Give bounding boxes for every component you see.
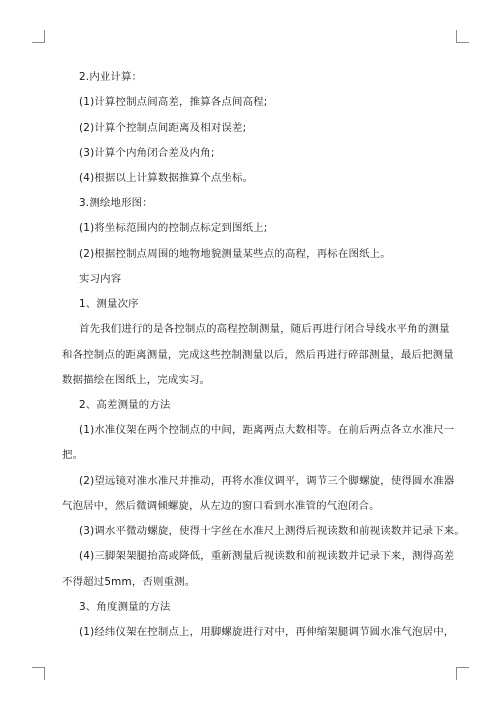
list-item: (1)将坐标范围内的控制点标定到图纸上; xyxy=(79,222,268,234)
paragraph-line: (1)经纬仪架在控制点上，用脚螺旋进行对中，再伸缩架腿调节圆水准气泡居中， xyxy=(79,626,455,638)
section-heading: 2.内业计算： xyxy=(79,71,143,83)
paragraph-line: (2)望远镜对准水准尺并推动，再将水准仪调平，调节三个脚螺旋，使得圆水准器 xyxy=(79,475,455,487)
list-item: (4)根据以上计算数据推算个点坐标。 xyxy=(79,172,254,184)
paragraph-line: 数据描绘在图纸上，完成实习。 xyxy=(62,374,211,386)
section-heading: 3、角度测量的方法 xyxy=(79,601,171,613)
crop-mark-top-left xyxy=(32,30,45,43)
list-item: (2)计算个控制点间距离及相对误差; xyxy=(79,122,247,134)
list-item: (2)根据控制点周围的地物地貌测量某些点的高程，再标在图纸上。 xyxy=(79,248,391,260)
paragraph-line: (3)调水平微动螺旋，使得十字丝在水准尺上测得后视读数和前视读数并记录下来。 xyxy=(79,525,465,537)
crop-mark-bottom-left xyxy=(32,667,45,680)
crop-mark-top-right xyxy=(456,30,469,43)
section-heading: 2、高差测量的方法 xyxy=(79,399,171,411)
paragraph-line: 和各控制点的距离测量，完成这些控制测量以后，然后再进行碎部测量，最后把测量 xyxy=(62,349,454,361)
crop-mark-bottom-right xyxy=(456,667,469,680)
paragraph-line: 把。 xyxy=(62,449,84,461)
list-item: (3)计算个内角闭合差及内角; xyxy=(79,147,215,159)
section-heading: 3.测绘地形图： xyxy=(79,197,153,209)
section-title: 实习内容 xyxy=(79,273,122,285)
paragraph-line: 不得超过5mm，否则重测。 xyxy=(62,576,196,588)
paragraph-line: (4)三脚架架腿抬高或降低，重新测量后视读数和前视读数并记录下来，测得高差 xyxy=(79,550,455,562)
section-heading: 1、测量次序 xyxy=(79,298,139,310)
paragraph-line: (1)水准仪架在两个控制点的中间，距离两点大数相等。在前后两点各立水准尺一 xyxy=(79,424,455,436)
paragraph-line: 首先我们进行的是各控制点的高程控制测量，随后再进行闭合导线水平角的测量 xyxy=(79,323,450,335)
paragraph-line: 气泡居中，然后微调倾螺旋，从左边的窗口看到水准管的气泡闭合。 xyxy=(62,500,380,512)
list-item: (1)计算控制点间高差，推算各点间高程; xyxy=(79,96,268,108)
